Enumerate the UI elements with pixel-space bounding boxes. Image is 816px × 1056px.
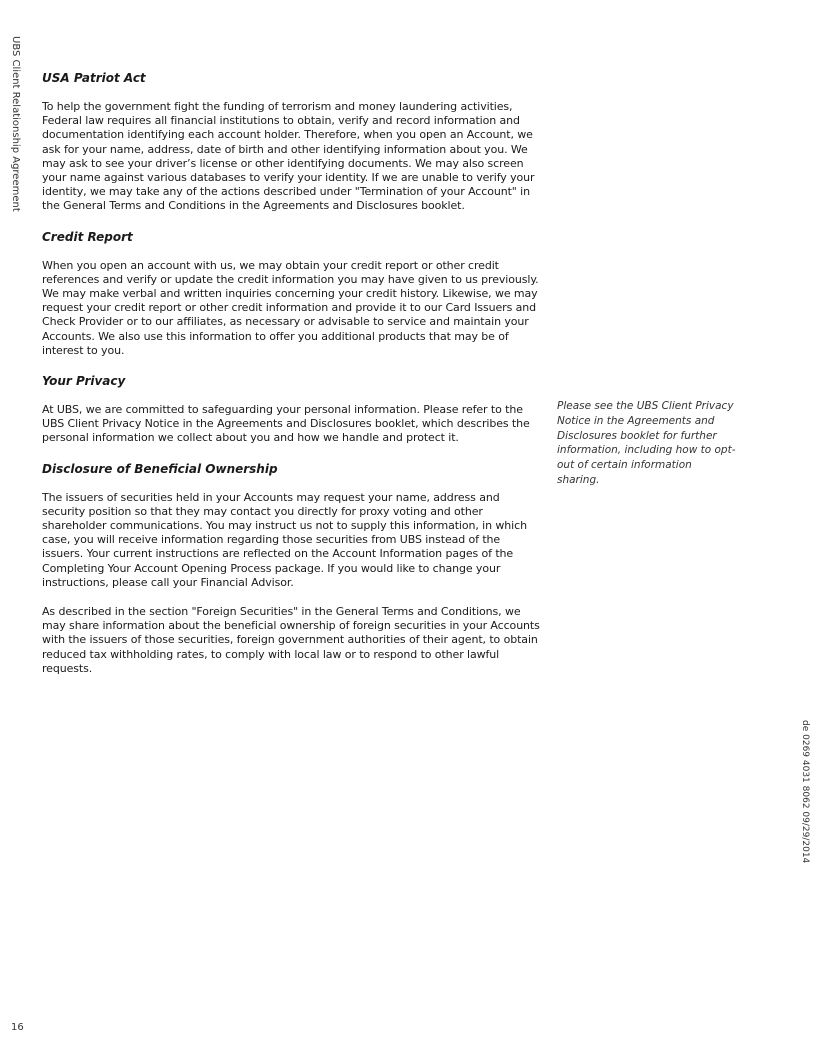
section-paragraph: When you open an account with us, we may obtain your credit report or other credit references and verify or update the credit information you may have given to us previously. We may make verbal and written inquiries concerning your credit history. Likewise, we may request your credit report or other credit information and provide it to our Card Issuers and Check Provider or to our affiliates, as necessary or advisable to service and maintain your Accounts. We also use this information to offer you additional products that may be of interest to you. <box>42 258 539 357</box>
section-paragraph: To help the government fight the funding of terrorism and money laundering activities, Federal law requires all financial institutions to obtain, verify and record information and documentation identifying each account holder. Therefore, when you open an Account, we ask for your name, address, date of birth and other identifying information about you. We may ask to see your driver’s license or other identifying documents. We may also screen your name against various databases to verify your identity. If we are unable to verify your identity, we may take any of the actions described under "Termination of your Account" in the General Terms and Conditions in the Agreements and Disclosures booklet. <box>42 100 535 213</box>
section-paragraph: The issuers of securities held in your Accounts may request your name, address and security position so that they may contact you directly for proxy voting and other shareholder communications. You may instruct us not to supply this information, in which case, you will receive information regarding those securities from UBS instead of the issuers. Your current instructions are reflected on the Account Information pages of the Completing Your Account Opening Process package. If you would like to change your instructions, please call your Financial Advisor. <box>42 490 527 589</box>
section-paragraph: At UBS, we are committed to safeguarding your personal information. Please refer to the UBS Client Privacy Notice in the Agreements and Disclosures booklet, which describes the personal information we collect about you and how we handle and protect it. <box>42 403 530 445</box>
section-credit-report <box>42 229 540 358</box>
page-number: 16 <box>11 1022 24 1033</box>
section-usa-patriot-act <box>42 70 540 214</box>
privacy-margin-note: Please see the UBS Client Privacy Notice in the Agreements and Disclosures booklet for further information, including how to opt-out of certain information sharing. <box>557 400 736 486</box>
main-content <box>42 70 540 691</box>
document-code-vertical: de 0269 4031 8062 09/29/2014 <box>800 720 810 864</box>
section-paragraph: As described in the section "Foreign Securities" in the General Terms and Conditions, we may share information about the beneficial ownership of foreign securities in your Accounts with the issuers of those securities, foreign government authorities of their agent, to obtain reduced tax withholding rates, to comply with local law or to respond to other lawful requests. <box>42 605 540 675</box>
section-heading: Disclosure of Beneficial Ownership <box>42 461 278 476</box>
section-heading: Your Privacy <box>42 374 126 389</box>
section-beneficial-ownership <box>42 461 540 676</box>
section-heading: Credit Report <box>42 229 133 244</box>
section-your-privacy <box>42 373 540 446</box>
document-title-vertical: UBS Client Relationship Agreement <box>10 36 21 212</box>
section-heading: USA Patriot Act <box>42 71 146 85</box>
